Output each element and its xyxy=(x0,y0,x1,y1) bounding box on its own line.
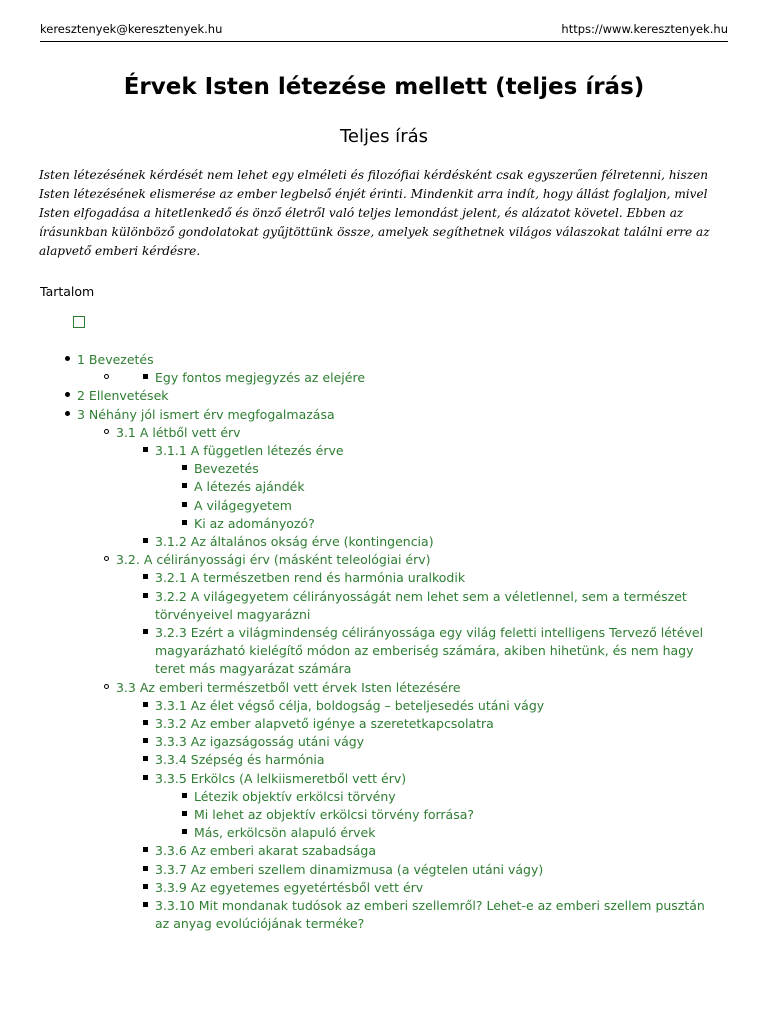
toc-item-link[interactable]: 3.2.3 Ezért a világmindenség célirányossága egy világ feletti intelligens Tervező létével magyarázható kielégítő módon az emberiség számára, akiben hihetünk, és nem hagy teret más magyarázat számára xyxy=(155,625,704,677)
bullet-circle-icon xyxy=(104,374,109,379)
toc-item-link[interactable]: 3.1.2 Az általános okság érve (kontingencia) xyxy=(155,534,434,550)
bullet-circle-icon xyxy=(104,556,109,561)
toc-item-link[interactable]: 3.3.3 Az igazságosság utáni vágy xyxy=(155,734,365,750)
toc-item[interactable] xyxy=(0,788,768,806)
bullet-square-icon xyxy=(182,483,187,488)
bullet-square-icon xyxy=(182,520,187,525)
bullet-square-icon xyxy=(143,574,148,579)
toc-item-link[interactable]: 3 Néhány jól ismert érv megfogalmazása xyxy=(77,406,335,422)
bullet-square-icon xyxy=(182,793,187,798)
bullet-square-icon xyxy=(143,447,148,452)
toc-item[interactable] xyxy=(0,733,768,751)
toc-item[interactable] xyxy=(0,861,768,879)
toc-item-link[interactable]: 3.3.10 Mit mondanak tudósok az emberi szellemről? Lehet-e az emberi szellem pusztán az anyag evolúciójának terméke? xyxy=(155,898,705,932)
toc-item[interactable] xyxy=(0,770,768,788)
bullet-square-icon xyxy=(143,756,148,761)
bullet-square-icon xyxy=(143,775,148,780)
toc-item-link[interactable]: 3.1 A létből vett érv xyxy=(116,424,241,440)
bullet-square-icon xyxy=(143,374,148,379)
toc-item[interactable] xyxy=(0,460,768,478)
toc-item-link[interactable]: Más, erkölcsön alapuló érvek xyxy=(194,825,376,841)
bullet-square-icon xyxy=(182,465,187,470)
toc-item-link[interactable]: 3.3.6 Az emberi akarat szabadsága xyxy=(155,843,376,859)
bullet-square-icon xyxy=(143,720,148,725)
toc-item-link[interactable]: Bevezetés xyxy=(194,461,259,477)
table-of-contents xyxy=(0,351,768,934)
toc-item[interactable] xyxy=(0,369,768,387)
bullet-circle-icon xyxy=(104,429,109,434)
toc-item[interactable] xyxy=(0,624,768,679)
toc-item-link[interactable]: Mi lehet az objektív erkölcsi törvény forrása? xyxy=(194,807,475,823)
bullet-square-icon xyxy=(143,866,148,871)
toc-item[interactable] xyxy=(0,387,768,405)
bullet-square-icon xyxy=(182,811,187,816)
toc-item-link[interactable]: 3.3 Az emberi természetből vett érvek Isten létezésére xyxy=(116,679,461,695)
toc-item-link[interactable]: Ki az adományozó? xyxy=(194,515,315,531)
toc-item[interactable] xyxy=(0,406,768,424)
header-email[interactable]: keresztenyek@keresztenyek.hu xyxy=(40,22,223,36)
intro-paragraph: Isten létezésének kérdését nem lehet egy elméleti és filozófiai kérdésként csak egyszerűen félretenni, hiszen Isten létezésének elismerése az ember legbelső énjét érinti. Mindenkit arra indít, hogy állást foglaljon, mivel Isten elfogadása a hitetlenkedő és önző életről való teljes lemondást jelent, és alázatot követel. Ebben az írásunkban különböző gondolatokat gyűjtöttünk össze, amelyek segíthetnek világos válaszokat találni erre az alapvető emberi kérdésre. xyxy=(39,168,710,258)
toc-toggle-checkbox-icon[interactable] xyxy=(73,316,85,328)
toc-item-link[interactable]: 3.3.5 Erkölcs (A lelkiismeretből vett érv) xyxy=(155,770,407,786)
toc-item-link[interactable]: 3.2. A célirányossági érv (másként teleológiai érv) xyxy=(116,552,431,568)
toc-item[interactable] xyxy=(0,424,768,442)
toc-item[interactable] xyxy=(0,842,768,860)
toc-item[interactable] xyxy=(0,351,768,369)
toc-item[interactable] xyxy=(0,751,768,769)
toc-item-link[interactable]: 3.3.9 Az egyetemes egyetértésből vett érv xyxy=(155,879,424,895)
toc-item-link[interactable]: 3.3.1 Az élet végső célja, boldogság – beteljesedés utáni vágy xyxy=(155,697,545,713)
bullet-square-icon xyxy=(143,629,148,634)
toc-item[interactable] xyxy=(0,497,768,515)
toc-item[interactable] xyxy=(0,551,768,569)
page-title: Érvek Isten létezése mellett (teljes írás) xyxy=(123,74,645,100)
bullet-square-icon xyxy=(143,538,148,543)
toc-item-link[interactable]: 2 Ellenvetések xyxy=(77,388,169,404)
toc-item[interactable] xyxy=(0,697,768,715)
toc-item[interactable] xyxy=(0,679,768,697)
bullet-square-icon xyxy=(143,702,148,707)
toc-item[interactable] xyxy=(0,897,768,933)
bullet-square-icon xyxy=(143,884,148,889)
toc-item-link[interactable]: 3.3.7 Az emberi szellem dinamizmusa (a végtelen utáni vágy) xyxy=(155,861,544,877)
toc-item-link[interactable]: Létezik objektív erkölcsi törvény xyxy=(194,788,396,804)
toc-item[interactable] xyxy=(0,442,768,460)
bullet-square-icon xyxy=(182,829,187,834)
toc-item[interactable] xyxy=(0,533,768,551)
toc-item-link[interactable]: 3.1.1 A független létezés érve xyxy=(155,443,344,459)
bullet-square-icon xyxy=(143,902,148,907)
toc-item[interactable] xyxy=(0,879,768,897)
toc-item-link[interactable]: A létezés ajándék xyxy=(194,479,305,495)
page-header xyxy=(40,22,728,42)
toc-item-link[interactable]: 3.3.4 Szépség és harmónia xyxy=(155,752,325,768)
toc-item[interactable] xyxy=(0,569,768,587)
toc-item[interactable] xyxy=(0,515,768,533)
toc-item[interactable] xyxy=(0,478,768,496)
toc-item-link[interactable]: 3.2.2 A világegyetem célirányosságát nem lehet sem a véletlennel, sem a természet törvényeivel magyarázni xyxy=(155,588,687,622)
toc-item-link[interactable]: 1 Bevezetés xyxy=(77,352,154,367)
page-subtitle: Teljes írás xyxy=(340,126,428,147)
bullet-disc-icon xyxy=(65,356,70,361)
header-url[interactable]: https://www.keresztenyek.hu xyxy=(561,22,728,36)
toc-item[interactable] xyxy=(0,806,768,824)
toc-item[interactable] xyxy=(0,715,768,733)
toc-item-link[interactable]: 3.2.1 A természetben rend és harmónia uralkodik xyxy=(155,570,466,586)
bullet-disc-icon xyxy=(65,392,70,397)
toc-label: Tartalom xyxy=(40,284,95,299)
toc-item-link[interactable]: 3.3.2 Az ember alapvető igénye a szeretetkapcsolatra xyxy=(155,716,494,732)
toc-item-link[interactable]: A világegyetem xyxy=(194,497,292,513)
toc-item[interactable] xyxy=(0,824,768,842)
toc-item-link[interactable]: Egy fontos megjegyzés az elejére xyxy=(155,370,366,386)
bullet-square-icon xyxy=(143,593,148,598)
bullet-circle-icon xyxy=(104,684,109,689)
bullet-disc-icon xyxy=(65,411,70,416)
bullet-square-icon xyxy=(182,502,187,507)
toc-item[interactable] xyxy=(0,588,768,624)
bullet-square-icon xyxy=(143,738,148,743)
bullet-square-icon xyxy=(143,847,148,852)
